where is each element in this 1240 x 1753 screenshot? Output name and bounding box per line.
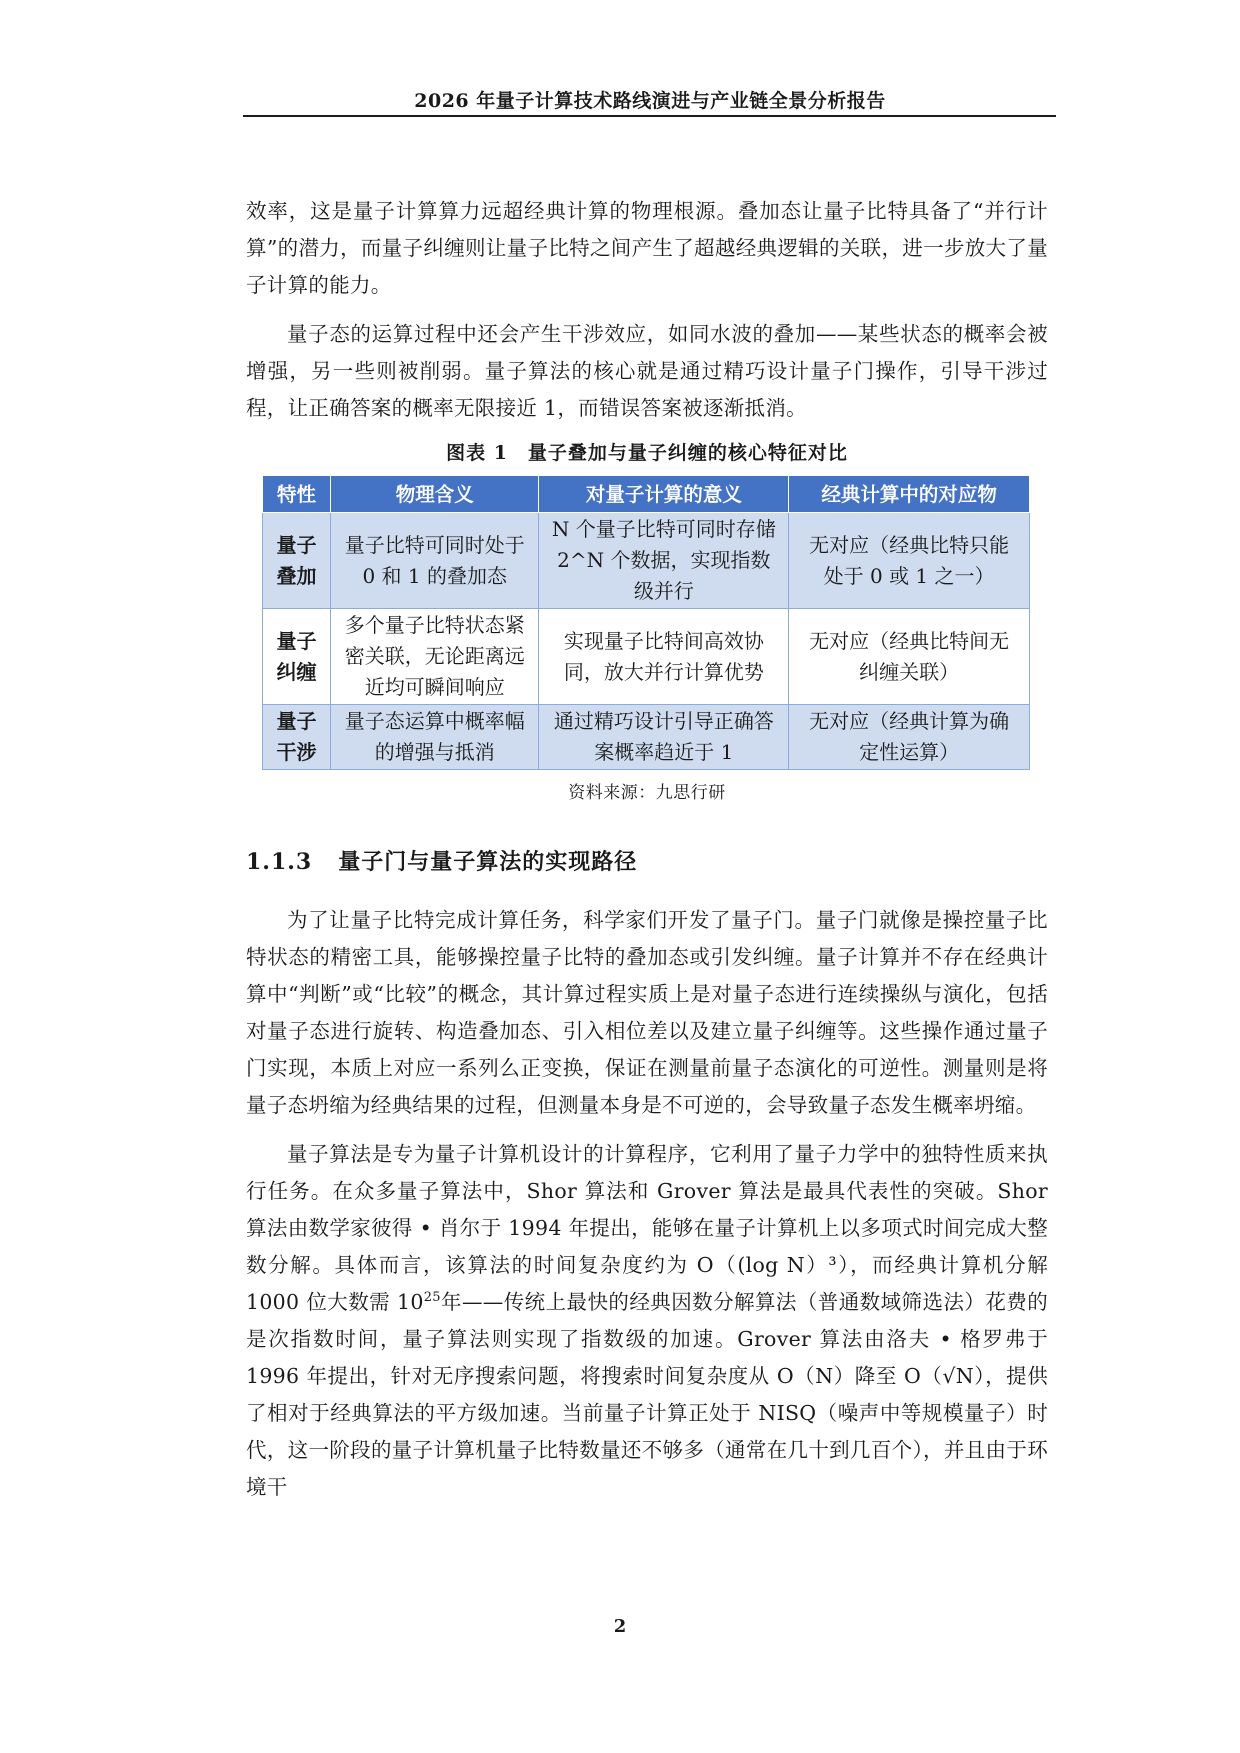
- paragraph-2: 量子态的运算过程中还会产生干涉效应，如同水波的叠加——某些状态的概率会被增强，另一些则被削弱。量子算法的核心就是通过精巧设计量子门操作，引导干涉过程，让正确答案的概率无限接近 1，而错误答案被逐渐抵消。: [246, 322, 1048, 420]
- row-header-cell: 量子叠加: [263, 513, 331, 609]
- table-cell: 实现量子比特间高效协同，放大并行计算优势: [539, 609, 789, 705]
- paragraph-4: [246, 1136, 1048, 1506]
- row-header-cell: 量子干涉: [263, 705, 331, 770]
- figure-title: 图表 1 量子叠加与量子纠缠的核心特征对比: [446, 442, 848, 464]
- table-cell: 量子比特可同时处于 0 和 1 的叠加态: [331, 513, 539, 609]
- table-header-cell: 对量子计算的意义: [539, 476, 789, 513]
- table-header-cell: 经典计算中的对应物: [789, 476, 1030, 513]
- page-header-title: 2026 年量子计算技术路线演进与产业链全景分析报告: [414, 90, 886, 112]
- table-cell: 无对应（经典比特间无纠缠关联）: [789, 609, 1030, 705]
- table-header-cell: 物理含义: [331, 476, 539, 513]
- table-header-cell: 特性: [263, 476, 331, 513]
- table-cell: 通过精巧设计引导正确答案概率趋近于 1: [539, 705, 789, 770]
- section-heading: [246, 845, 1048, 876]
- table-cell: N 个量子比特可同时存储 2^N 个数据，实现指数级并行: [539, 513, 789, 609]
- row-header-cell: 量子纠缠: [263, 609, 331, 705]
- paragraph-3: 为了让量子比特完成计算任务，科学家们开发了量子门。量子门就像是操控量子比特状态的精密工具，能够操控量子比特的叠加态或引发纠缠。量子计算并不存在经典计算中“判断”或“比较”的概念，其计算过程实质上是对量子态进行连续操纵与演化，包括对量子态进行旋转、构造叠加态、引入相位差以及建立量子纠缠等。这些操作通过量子门实现，本质上对应一系列么正变换，保证在测量前量子态演化的可逆性。测量则是将量子态坍缩为经典结果的过程，但测量本身是不可逆的，会导致量子态发生概率坍缩。: [246, 908, 1048, 1117]
- paragraph-1: 效率，这是量子计算算力远超经典计算的物理根源。叠加态让量子比特具备了“并行计算”的潜力，而量子纠缠则让量子比特之间产生了超越经典逻辑的关联，进一步放大了量子计算的能力。: [246, 199, 1048, 297]
- exponent: 25: [423, 1290, 441, 1306]
- header-divider: [243, 115, 1056, 117]
- paragraph-4-part-1: 量子算法是专为量子计算机设计的计算程序，它利用了量子力学中的独特性质来执行任务。在众多量子算法中，Shor 算法和 Grover 算法是最具代表性的突破。Shor 算法由数学家彼得 • 肖尔于 1994 年提出，能够在量子计算机上以多项式时间完成大整数分解。具体而言，该算法的时间复杂度约为 O（(log N）³），而经典计算机分解 1000 位大数需 10: [246, 1142, 1048, 1314]
- comparison-table: [262, 475, 1030, 770]
- table-row: [263, 513, 1030, 609]
- page-content: [246, 193, 1048, 1506]
- paragraph-4-part-2: 年——传统上最快的经典因数分解算法（普通数域筛选法）花费的是次指数时间，量子算法则实现了指数级的加速。Grover 算法由洛夫 • 格罗弗于 1996 年提出，针对无序搜索问题，将搜索时间复杂度从 O（N）降至 O（√N），提供了相对于经典算法的平方级加速。当前量子计算正处于 NISQ（噪声中等规模量子）时代，这一阶段的量子计算机量子比特数量还不够多（通常在几十到几百个），并且由于环境干: [246, 1290, 1049, 1499]
- table-cell: 量子态运算中概率幅的增强与抵消: [331, 705, 539, 770]
- section-title: 量子门与量子算法的实现路径: [338, 849, 638, 875]
- figure-source: 资料来源：九思行研: [568, 783, 726, 803]
- section-number: 1.1.3: [246, 849, 313, 875]
- table-cell: 多个量子比特状态紧密关联，无论距离远近均可瞬间响应: [331, 609, 539, 705]
- table-row: [263, 609, 1030, 705]
- page-number: 2: [613, 1616, 627, 1637]
- table-row: [263, 705, 1030, 770]
- table-header-row: [263, 476, 1030, 513]
- table-cell: 无对应（经典比特只能处于 0 或 1 之一）: [789, 513, 1030, 609]
- table-cell: 无对应（经典计算为确定性运算）: [789, 705, 1030, 770]
